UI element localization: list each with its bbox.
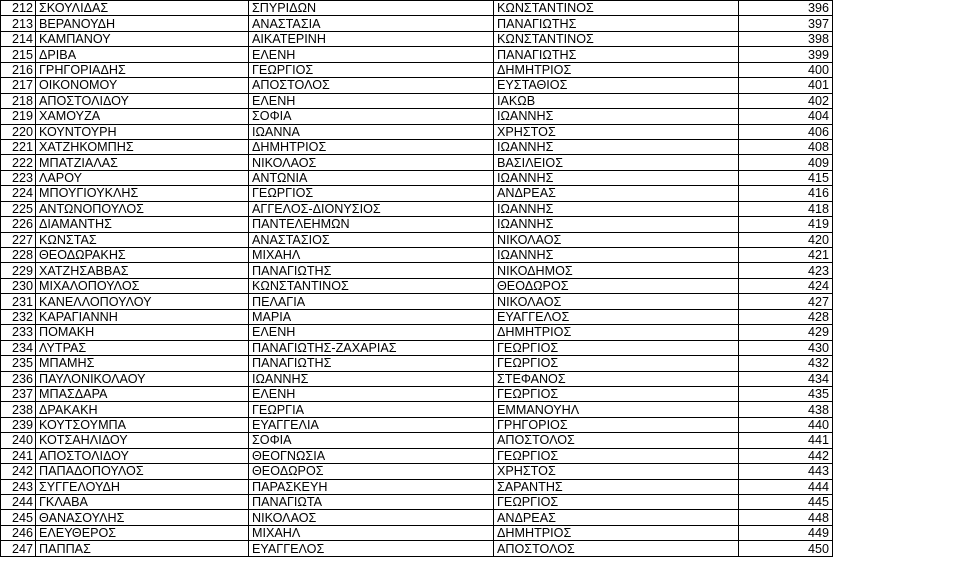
- table-row: [1, 16, 833, 31]
- surname-cell: ΕΛΕΥΘΕΡΟΣ: [36, 525, 249, 540]
- table-row: [1, 402, 833, 417]
- father-name-cell: ΙΑΚΩΒ: [494, 93, 739, 108]
- value-cell: 420: [739, 232, 833, 247]
- table-row: [1, 448, 833, 463]
- father-name-cell: ΣΑΡΑΝΤΗΣ: [494, 479, 739, 494]
- surname-cell: ΟΙΚΟΝΟΜΟΥ: [36, 78, 249, 93]
- table-row: [1, 525, 833, 540]
- first-name-cell: ΝΙΚΟΛΑΟΣ: [249, 155, 494, 170]
- surname-cell: ΜΠΟΥΓΙΟΥΚΛΗΣ: [36, 186, 249, 201]
- row-number: 225: [1, 201, 36, 216]
- value-cell: 435: [739, 386, 833, 401]
- father-name-cell: ΝΙΚΟΛΑΟΣ: [494, 294, 739, 309]
- value-cell: 399: [739, 47, 833, 62]
- first-name-cell: ΘΕΟΔΩΡΟΣ: [249, 464, 494, 479]
- first-name-cell: ΑΝΑΣΤΑΣΙΟΣ: [249, 232, 494, 247]
- row-number: 218: [1, 93, 36, 108]
- father-name-cell: ΓΕΩΡΓΙΟΣ: [494, 495, 739, 510]
- value-cell: 424: [739, 278, 833, 293]
- value-cell: 427: [739, 294, 833, 309]
- surname-cell: ΠΟΜΑΚΗ: [36, 325, 249, 340]
- value-cell: 443: [739, 464, 833, 479]
- father-name-cell: ΑΠΟΣΤΟΛΟΣ: [494, 433, 739, 448]
- surname-cell: ΠΑΠΑΔΟΠΟΥΛΟΣ: [36, 464, 249, 479]
- table-row: [1, 186, 833, 201]
- row-number: 216: [1, 62, 36, 77]
- father-name-cell: ΙΩΑΝΝΗΣ: [494, 170, 739, 185]
- row-number: 228: [1, 248, 36, 263]
- row-number: 229: [1, 263, 36, 278]
- value-cell: 440: [739, 417, 833, 432]
- table-row: [1, 371, 833, 386]
- value-cell: 450: [739, 541, 833, 556]
- surname-cell: ΣΥΓΓΕΛΟΥΔΗ: [36, 479, 249, 494]
- table-row: [1, 386, 833, 401]
- father-name-cell: ΓΕΩΡΓΙΟΣ: [494, 386, 739, 401]
- father-name-cell: ΓΕΩΡΓΙΟΣ: [494, 448, 739, 463]
- value-cell: 430: [739, 340, 833, 355]
- row-number: 217: [1, 78, 36, 93]
- value-cell: 429: [739, 325, 833, 340]
- surname-cell: ΒΕΡΑΝΟΥΔΗ: [36, 16, 249, 31]
- row-number: 245: [1, 510, 36, 525]
- row-number: 212: [1, 1, 36, 16]
- surname-cell: ΔΙΑΜΑΝΤΗΣ: [36, 217, 249, 232]
- father-name-cell: ΓΕΩΡΓΙΟΣ: [494, 356, 739, 371]
- table-row: [1, 78, 833, 93]
- value-cell: 415: [739, 170, 833, 185]
- first-name-cell: ΣΟΦΙΑ: [249, 433, 494, 448]
- table-row: [1, 31, 833, 46]
- row-number: 238: [1, 402, 36, 417]
- first-name-cell: ΠΑΡΑΣΚΕΥΗ: [249, 479, 494, 494]
- row-number: 233: [1, 325, 36, 340]
- surname-cell: ΑΠΟΣΤΟΛΙΔΟΥ: [36, 448, 249, 463]
- first-name-cell: ΕΛΕΝΗ: [249, 325, 494, 340]
- table-row: [1, 109, 833, 124]
- father-name-cell: ΓΕΩΡΓΙΟΣ: [494, 340, 739, 355]
- table-row: [1, 62, 833, 77]
- row-number: 240: [1, 433, 36, 448]
- table-row: [1, 201, 833, 216]
- first-name-cell: ΓΕΩΡΓΙΑ: [249, 402, 494, 417]
- surname-cell: ΘΕΟΔΩΡΑΚΗΣ: [36, 248, 249, 263]
- first-name-cell: ΜΙΧΑΗΛ: [249, 248, 494, 263]
- row-number: 241: [1, 448, 36, 463]
- row-number: 224: [1, 186, 36, 201]
- father-name-cell: ΙΩΑΝΝΗΣ: [494, 201, 739, 216]
- row-number: 247: [1, 541, 36, 556]
- first-name-cell: ΣΟΦΙΑ: [249, 109, 494, 124]
- value-cell: 421: [739, 248, 833, 263]
- first-name-cell: ΕΥΑΓΓΕΛΟΣ: [249, 541, 494, 556]
- value-cell: 445: [739, 495, 833, 510]
- surname-cell: ΚΟΥΤΣΟΥΜΠΑ: [36, 417, 249, 432]
- row-number: 244: [1, 495, 36, 510]
- table-row: [1, 170, 833, 185]
- surname-cell: ΓΡΗΓΟΡΙΑΔΗΣ: [36, 62, 249, 77]
- father-name-cell: ΙΩΑΝΝΗΣ: [494, 248, 739, 263]
- first-name-cell: ΑΓΓΕΛΟΣ-ΔΙΟΝΥΣΙΟΣ: [249, 201, 494, 216]
- first-name-cell: ΘΕΟΓΝΩΣΙΑ: [249, 448, 494, 463]
- first-name-cell: ΕΥΑΓΓΕΛΙΑ: [249, 417, 494, 432]
- father-name-cell: ΙΩΑΝΝΗΣ: [494, 139, 739, 154]
- table-row: [1, 124, 833, 139]
- father-name-cell: ΧΡΗΣΤΟΣ: [494, 464, 739, 479]
- value-cell: 438: [739, 402, 833, 417]
- table-row: [1, 464, 833, 479]
- value-cell: 434: [739, 371, 833, 386]
- row-number: 236: [1, 371, 36, 386]
- first-name-cell: ΓΕΩΡΓΙΟΣ: [249, 62, 494, 77]
- roster-body: [1, 1, 833, 557]
- value-cell: 448: [739, 510, 833, 525]
- first-name-cell: ΠΑΝΤΕΛΕΗΜΩΝ: [249, 217, 494, 232]
- father-name-cell: ΓΡΗΓΟΡΙΟΣ: [494, 417, 739, 432]
- father-name-cell: ΚΩΝΣΤΑΝΤΙΝΟΣ: [494, 1, 739, 16]
- first-name-cell: ΠΑΝΑΓΙΩΤΗΣ: [249, 356, 494, 371]
- father-name-cell: ΝΙΚΟΔΗΜΟΣ: [494, 263, 739, 278]
- table-row: [1, 294, 833, 309]
- father-name-cell: ΚΩΝΣΤΑΝΤΙΝΟΣ: [494, 31, 739, 46]
- value-cell: 401: [739, 78, 833, 93]
- table-row: [1, 139, 833, 154]
- value-cell: 408: [739, 139, 833, 154]
- father-name-cell: ΔΗΜΗΤΡΙΟΣ: [494, 525, 739, 540]
- surname-cell: ΠΑΥΛΟΝΙΚΟΛΑΟΥ: [36, 371, 249, 386]
- value-cell: 400: [739, 62, 833, 77]
- value-cell: 404: [739, 109, 833, 124]
- table-row: [1, 417, 833, 432]
- first-name-cell: ΣΠΥΡΙΔΩΝ: [249, 1, 494, 16]
- first-name-cell: ΙΩΑΝΝΑ: [249, 124, 494, 139]
- value-cell: 402: [739, 93, 833, 108]
- row-number: 221: [1, 139, 36, 154]
- row-number: 222: [1, 155, 36, 170]
- first-name-cell: ΓΕΩΡΓΙΟΣ: [249, 186, 494, 201]
- table-row: [1, 93, 833, 108]
- father-name-cell: ΔΗΜΗΤΡΙΟΣ: [494, 325, 739, 340]
- surname-cell: ΛΥΤΡΑΣ: [36, 340, 249, 355]
- father-name-cell: ΒΑΣΙΛΕΙΟΣ: [494, 155, 739, 170]
- surname-cell: ΣΚΟΥΛΙΔΑΣ: [36, 1, 249, 16]
- row-number: 226: [1, 217, 36, 232]
- value-cell: 397: [739, 16, 833, 31]
- table-row: [1, 278, 833, 293]
- surname-cell: ΧΑΤΖΗΣΑΒΒΑΣ: [36, 263, 249, 278]
- row-number: 235: [1, 356, 36, 371]
- table-row: [1, 340, 833, 355]
- row-number: 239: [1, 417, 36, 432]
- surname-cell: ΚΑΜΠΑΝΟΥ: [36, 31, 249, 46]
- father-name-cell: ΠΑΝΑΓΙΩΤΗΣ: [494, 16, 739, 31]
- first-name-cell: ΜΑΡΙΑ: [249, 309, 494, 324]
- value-cell: 409: [739, 155, 833, 170]
- table-row: [1, 541, 833, 556]
- value-cell: 449: [739, 525, 833, 540]
- surname-cell: ΔΡΑΚΑΚΗ: [36, 402, 249, 417]
- row-number: 234: [1, 340, 36, 355]
- table-row: [1, 232, 833, 247]
- first-name-cell: ΕΛΕΝΗ: [249, 93, 494, 108]
- value-cell: 396: [739, 1, 833, 16]
- row-number: 214: [1, 31, 36, 46]
- first-name-cell: ΜΙΧΑΗΛ: [249, 525, 494, 540]
- row-number: 215: [1, 47, 36, 62]
- surname-cell: ΚΟΥΝΤΟΥΡΗ: [36, 124, 249, 139]
- table-row: [1, 1, 833, 16]
- surname-cell: ΧΑΜΟΥΖΑ: [36, 109, 249, 124]
- first-name-cell: ΠΑΝΑΓΙΩΤΑ: [249, 495, 494, 510]
- father-name-cell: ΘΕΟΔΩΡΟΣ: [494, 278, 739, 293]
- table-row: [1, 47, 833, 62]
- value-cell: 444: [739, 479, 833, 494]
- first-name-cell: ΝΙΚΟΛΑΟΣ: [249, 510, 494, 525]
- surname-cell: ΜΙΧΑΛΟΠΟΥΛΟΣ: [36, 278, 249, 293]
- table-row: [1, 309, 833, 324]
- surname-cell: ΘΑΝΑΣΟΥΛΗΣ: [36, 510, 249, 525]
- table-row: [1, 356, 833, 371]
- row-number: 230: [1, 278, 36, 293]
- first-name-cell: ΙΩΑΝΝΗΣ: [249, 371, 494, 386]
- father-name-cell: ΑΝΔΡΕΑΣ: [494, 510, 739, 525]
- surname-cell: ΔΡΙΒΑ: [36, 47, 249, 62]
- first-name-cell: ΑΝΑΣΤΑΣΙΑ: [249, 16, 494, 31]
- table-row: [1, 217, 833, 232]
- first-name-cell: ΕΛΕΝΗ: [249, 47, 494, 62]
- row-number: 223: [1, 170, 36, 185]
- father-name-cell: ΣΤΕΦΑΝΟΣ: [494, 371, 739, 386]
- table-row: [1, 495, 833, 510]
- first-name-cell: ΠΕΛΑΓΙΑ: [249, 294, 494, 309]
- value-cell: 428: [739, 309, 833, 324]
- father-name-cell: ΝΙΚΟΛΑΟΣ: [494, 232, 739, 247]
- father-name-cell: ΙΩΑΝΝΗΣ: [494, 217, 739, 232]
- surname-cell: ΜΠΑΣΔΑΡΑ: [36, 386, 249, 401]
- value-cell: 442: [739, 448, 833, 463]
- surname-cell: ΓΚΛΑΒΑ: [36, 495, 249, 510]
- row-number: 213: [1, 16, 36, 31]
- table-row: [1, 248, 833, 263]
- table-row: [1, 479, 833, 494]
- father-name-cell: ΠΑΝΑΓΙΩΤΗΣ: [494, 47, 739, 62]
- value-cell: 398: [739, 31, 833, 46]
- first-name-cell: ΕΛΕΝΗ: [249, 386, 494, 401]
- first-name-cell: ΑΙΚΑΤΕΡΙΝΗ: [249, 31, 494, 46]
- surname-cell: ΧΑΤΖΗΚΟΜΠΗΣ: [36, 139, 249, 154]
- first-name-cell: ΑΠΟΣΤΟΛΟΣ: [249, 78, 494, 93]
- surname-cell: ΠΑΠΠΑΣ: [36, 541, 249, 556]
- surname-cell: ΛΑΡΟΥ: [36, 170, 249, 185]
- table-row: [1, 325, 833, 340]
- surname-cell: ΚΩΝΣΤΑΣ: [36, 232, 249, 247]
- father-name-cell: ΧΡΗΣΤΟΣ: [494, 124, 739, 139]
- table-row: [1, 433, 833, 448]
- value-cell: 441: [739, 433, 833, 448]
- father-name-cell: ΑΠΟΣΤΟΛΟΣ: [494, 541, 739, 556]
- first-name-cell: ΚΩΝΣΤΑΝΤΙΝΟΣ: [249, 278, 494, 293]
- row-number: 232: [1, 309, 36, 324]
- row-number: 243: [1, 479, 36, 494]
- value-cell: 423: [739, 263, 833, 278]
- surname-cell: ΑΝΤΩΝΟΠΟΥΛΟΣ: [36, 201, 249, 216]
- father-name-cell: ΕΥΣΤΑΘΙΟΣ: [494, 78, 739, 93]
- surname-cell: ΚΟΤΣΑΗΛΙΔΟΥ: [36, 433, 249, 448]
- row-number: 231: [1, 294, 36, 309]
- value-cell: 416: [739, 186, 833, 201]
- value-cell: 419: [739, 217, 833, 232]
- father-name-cell: ΙΩΑΝΝΗΣ: [494, 109, 739, 124]
- row-number: 220: [1, 124, 36, 139]
- father-name-cell: ΔΗΜΗΤΡΙΟΣ: [494, 62, 739, 77]
- row-number: 227: [1, 232, 36, 247]
- table-row: [1, 155, 833, 170]
- value-cell: 418: [739, 201, 833, 216]
- father-name-cell: ΑΝΔΡΕΑΣ: [494, 186, 739, 201]
- first-name-cell: ΑΝΤΩΝΙΑ: [249, 170, 494, 185]
- row-number: 237: [1, 386, 36, 401]
- father-name-cell: ΕΜΜΑΝΟΥΗΛ: [494, 402, 739, 417]
- first-name-cell: ΔΗΜΗΤΡΙΟΣ: [249, 139, 494, 154]
- surname-cell: ΑΠΟΣΤΟΛΙΔΟΥ: [36, 93, 249, 108]
- row-number: 242: [1, 464, 36, 479]
- first-name-cell: ΠΑΝΑΓΙΩΤΗΣ: [249, 263, 494, 278]
- surname-cell: ΚΑΡΑΓΙΑΝΝΗ: [36, 309, 249, 324]
- surname-cell: ΜΠΑΤΖΙΑΛΑΣ: [36, 155, 249, 170]
- table-row: [1, 263, 833, 278]
- first-name-cell: ΠΑΝΑΓΙΩΤΗΣ-ΖΑΧΑΡΙΑΣ: [249, 340, 494, 355]
- surname-cell: ΜΠΑΜΗΣ: [36, 356, 249, 371]
- table-row: [1, 510, 833, 525]
- value-cell: 432: [739, 356, 833, 371]
- surname-cell: ΚΑΝΕΛΛΟΠΟΥΛΟΥ: [36, 294, 249, 309]
- row-number: 246: [1, 525, 36, 540]
- father-name-cell: ΕΥΑΓΓΕΛΟΣ: [494, 309, 739, 324]
- value-cell: 406: [739, 124, 833, 139]
- row-number: 219: [1, 109, 36, 124]
